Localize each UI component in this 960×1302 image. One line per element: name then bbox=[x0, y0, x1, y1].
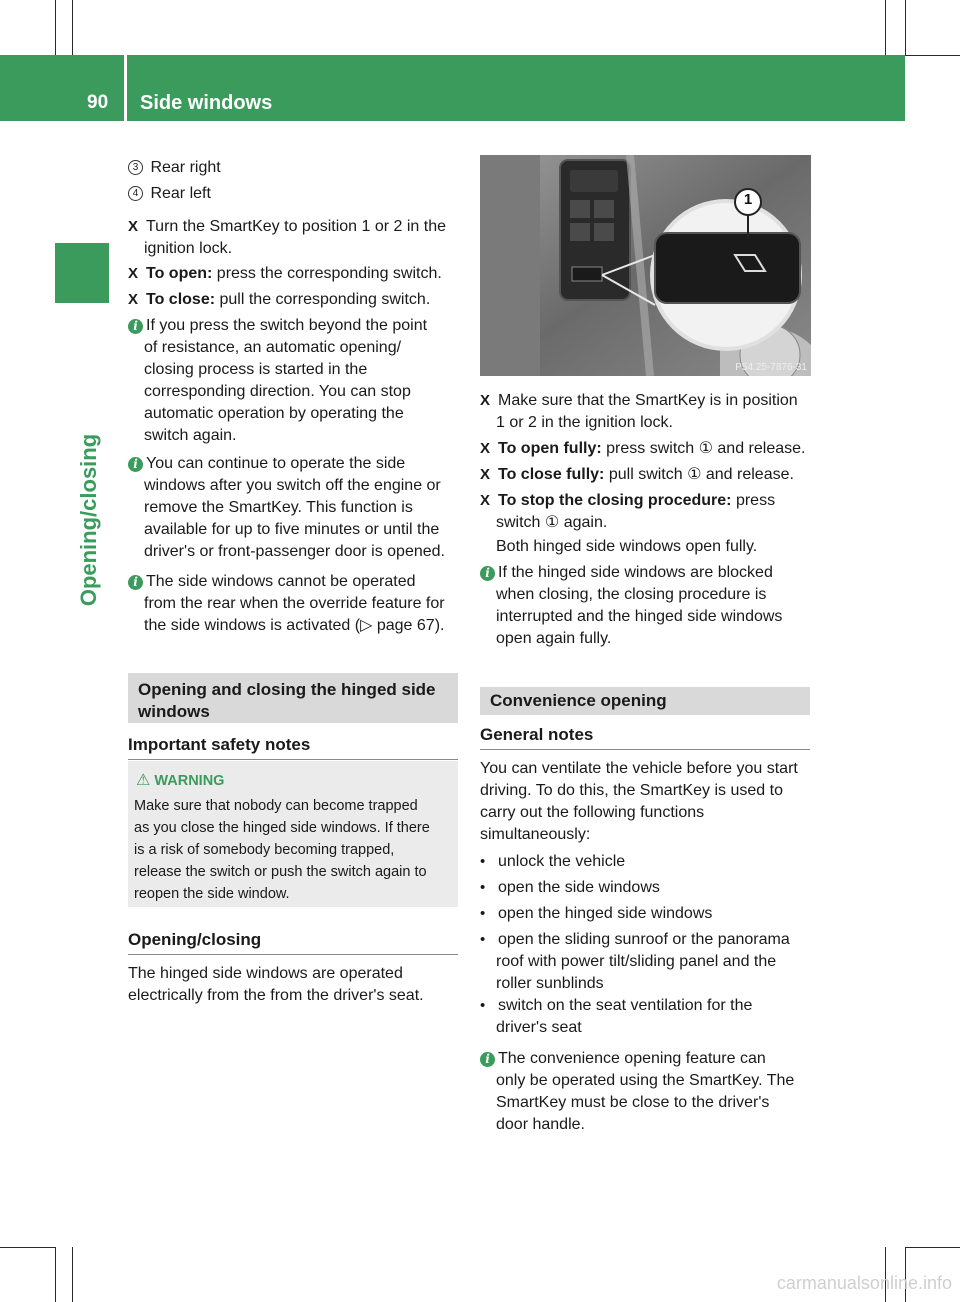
crop-mark bbox=[905, 0, 906, 55]
section-heading-line: windows bbox=[138, 702, 210, 721]
step bbox=[128, 289, 430, 311]
info-text: You can continue to operate the side bbox=[146, 455, 406, 472]
page-title: Side windows bbox=[140, 92, 273, 114]
step-arrow-icon: X bbox=[128, 291, 139, 308]
list-item bbox=[128, 157, 221, 179]
info-text: only be operated using the SmartKey. The bbox=[496, 1072, 795, 1089]
info-text: when closing, the closing procedure is bbox=[496, 586, 767, 603]
list-item-text: Rear left bbox=[150, 185, 211, 202]
list-item: • open the hinged side windows bbox=[480, 905, 713, 922]
crop-mark bbox=[885, 0, 886, 55]
step-arrow-icon: X bbox=[480, 440, 491, 457]
crop-mark bbox=[72, 1247, 73, 1302]
warning-text: reopen the side window. bbox=[134, 886, 290, 902]
info-note bbox=[128, 571, 416, 593]
step bbox=[480, 464, 794, 486]
info-text: windows after you switch off the engine or bbox=[144, 477, 441, 494]
list-item-text: open the hinged side windows bbox=[498, 905, 713, 922]
body-text: You can ventilate the vehicle before you start bbox=[480, 760, 798, 777]
info-text: corresponding direction. You can stop bbox=[144, 383, 411, 400]
info-note bbox=[480, 1048, 766, 1070]
info-icon: i bbox=[128, 457, 143, 472]
list-item-text: Rear right bbox=[150, 159, 221, 176]
info-text: available for up to five minutes or until the bbox=[144, 521, 440, 538]
step-bold: To close: bbox=[146, 291, 216, 308]
list-item-text: driver's seat bbox=[496, 1019, 582, 1036]
section-heading bbox=[480, 687, 810, 715]
step-continuation: ignition lock. bbox=[144, 240, 233, 257]
warning-text: is a risk of somebody becoming trapped, bbox=[134, 842, 395, 858]
step-arrow-icon: X bbox=[480, 392, 491, 409]
list-item-text: unlock the vehicle bbox=[498, 853, 626, 870]
subheading: Opening/closing bbox=[128, 930, 262, 949]
step bbox=[480, 390, 798, 412]
section-tab bbox=[55, 243, 109, 303]
step-arrow-icon: X bbox=[480, 492, 491, 509]
door-switch-photo bbox=[480, 155, 811, 376]
info-text: closing process is started in the bbox=[144, 361, 368, 378]
info-text: automatic operation by operating the bbox=[144, 405, 404, 422]
warning-box bbox=[128, 761, 458, 907]
body-text: The hinged side windows are operated bbox=[128, 965, 403, 982]
info-text: door handle. bbox=[496, 1116, 585, 1133]
step-text: switch ① again. bbox=[496, 514, 608, 531]
info-text: the side windows is activated (▷ page 67). bbox=[144, 617, 445, 634]
info-icon: i bbox=[128, 319, 143, 334]
step-bold: To close fully: bbox=[498, 466, 605, 483]
body-text: carry out the following functions bbox=[480, 804, 705, 821]
section-label: Opening/closing bbox=[76, 433, 101, 607]
step-text: Make sure that the SmartKey is in position bbox=[498, 392, 798, 409]
step-text: pull switch ① and release. bbox=[604, 466, 794, 483]
info-icon: i bbox=[480, 1052, 495, 1067]
step-text: Turn the SmartKey to position 1 or 2 in the bbox=[146, 218, 447, 235]
step-bold: To open fully: bbox=[498, 440, 602, 457]
divider bbox=[128, 954, 458, 955]
callout-number: 4 bbox=[128, 186, 143, 201]
step-text: 1 or 2 in the ignition lock. bbox=[496, 414, 673, 431]
step-text: Both hinged side windows open fully. bbox=[496, 538, 758, 555]
info-note bbox=[480, 562, 773, 584]
info-text: The convenience opening feature can bbox=[498, 1050, 766, 1067]
section-heading-line: Convenience opening bbox=[490, 691, 667, 710]
info-text: If the hinged side windows are blocked bbox=[498, 564, 773, 581]
step-text: press bbox=[731, 492, 776, 509]
list-item-text: roller sunblinds bbox=[496, 975, 604, 992]
info-note bbox=[128, 453, 405, 475]
divider bbox=[128, 759, 458, 760]
list-item: • unlock the vehicle bbox=[480, 853, 626, 870]
info-text: remove the SmartKey. This function is bbox=[144, 499, 413, 516]
section-heading bbox=[128, 673, 458, 723]
body-text: simultaneously: bbox=[480, 826, 591, 843]
page-number: 90 bbox=[87, 92, 109, 113]
step-arrow-icon: X bbox=[480, 466, 491, 483]
crop-mark bbox=[905, 55, 960, 56]
list-item-text: open the side windows bbox=[498, 879, 660, 896]
info-text: from the rear when the override feature for bbox=[144, 595, 445, 612]
section-heading-line: Opening and closing the hinged side bbox=[138, 680, 436, 699]
subheading: Important safety notes bbox=[128, 735, 311, 754]
crop-mark bbox=[55, 0, 56, 55]
list-item: • switch on the seat ventilation for the bbox=[480, 997, 753, 1014]
crop-mark bbox=[0, 1247, 55, 1248]
info-note bbox=[128, 315, 427, 337]
warning-header bbox=[136, 770, 224, 792]
list-item bbox=[128, 183, 211, 205]
crop-mark bbox=[55, 1247, 56, 1302]
step bbox=[128, 216, 446, 238]
info-text: driver's or front-passenger door is opened. bbox=[144, 543, 445, 560]
step bbox=[480, 490, 775, 512]
list-item-text: switch on the seat ventilation for the bbox=[498, 997, 753, 1014]
subheading: General notes bbox=[480, 725, 594, 744]
info-text: of resistance, an automatic opening/ bbox=[144, 339, 402, 356]
divider bbox=[480, 749, 810, 750]
step-text: press the corresponding switch. bbox=[212, 265, 442, 282]
callout-number: 3 bbox=[128, 160, 143, 175]
list-item: • open the side windows bbox=[480, 879, 660, 896]
info-icon: i bbox=[480, 566, 495, 581]
warning-text: as you close the hinged side windows. If there bbox=[134, 820, 430, 836]
header-divider bbox=[124, 55, 127, 121]
photo-code: P54.25-7876-31 bbox=[735, 362, 807, 373]
step-text: pull the corresponding switch. bbox=[215, 291, 431, 308]
warning-triangle-icon: ⚠ bbox=[136, 772, 151, 789]
step bbox=[128, 263, 442, 285]
body-text: driving. To do this, the SmartKey is used to bbox=[480, 782, 783, 799]
list-item-text: roof with power tilt/sliding panel and the bbox=[496, 953, 777, 970]
list-item: • open the sliding sunroof or the panorama bbox=[480, 931, 790, 948]
info-text: open again fully. bbox=[496, 630, 612, 647]
list-item-text: open the sliding sunroof or the panorama bbox=[498, 931, 790, 948]
callout-number: 1 bbox=[743, 191, 753, 208]
body-text: electrically from the from the driver's seat. bbox=[128, 987, 424, 1004]
step-bold: To open: bbox=[146, 265, 213, 282]
warning-title: WARNING bbox=[154, 773, 225, 789]
crop-mark bbox=[905, 1247, 960, 1248]
step-arrow-icon: X bbox=[128, 218, 139, 235]
info-text: switch again. bbox=[144, 427, 237, 444]
step-bold: To stop the closing procedure: bbox=[498, 492, 732, 509]
info-text: SmartKey must be close to the driver's bbox=[496, 1094, 770, 1111]
info-text: If you press the switch beyond the point bbox=[146, 317, 428, 334]
info-text: The side windows cannot be operated bbox=[146, 573, 416, 590]
step bbox=[480, 438, 805, 460]
info-text: interrupted and the hinged side windows bbox=[496, 608, 783, 625]
warning-text: release the switch or push the switch again to bbox=[134, 864, 427, 880]
warning-text: Make sure that nobody can become trapped bbox=[134, 798, 418, 814]
door-panel-image bbox=[480, 155, 811, 376]
watermark: carmanualsonline.info bbox=[776, 1273, 952, 1293]
crop-mark bbox=[72, 0, 73, 55]
header-bar bbox=[0, 55, 905, 121]
step-text: press switch ① and release. bbox=[601, 440, 806, 457]
info-icon: i bbox=[128, 575, 143, 590]
step-arrow-icon: X bbox=[128, 265, 139, 282]
